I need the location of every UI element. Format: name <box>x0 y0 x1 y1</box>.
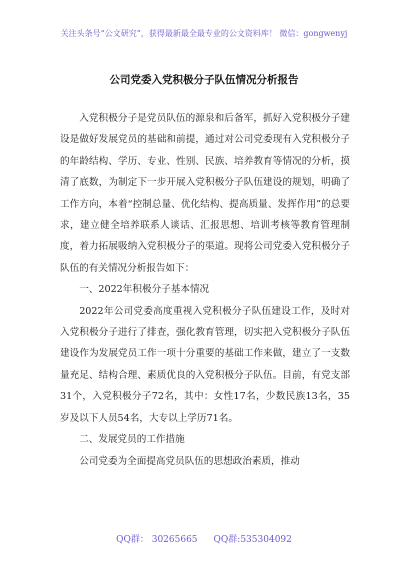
header-banner: 关注头条号“公文研究”，获得最新最全最专业的公文资料库！ 微信：gongwenyj <box>60 29 348 38</box>
paragraph-intro: 入党积极分子是党员队伍的源泉和后备军，抓好入党积极分子建设是做好发展党员的基础和前提，通过对公司党委现有入党积极分子的年龄结构、学历、专业、性别、民族、培养教育等情况的分析，摸清了底数，为制定下一步开展入党积极分子队伍建设的规划，明确了工作方向，本着“控制总量、优化结构、提高质量、发挥作用”的总要求，建立健全培养联系人谈话、汇报思想、培训考核等教育管理制度，着力拓展吸纳入党积极分子的渠道。现将公司党委入党积极分子队伍的有关情况分析报告如下： <box>60 113 350 274</box>
footer-contact <box>0 532 408 545</box>
footer-qq-group-1: QQ群： 30265665 <box>116 535 198 545</box>
section-heading-1: 一、2022年积极分子基本情况 <box>79 284 210 296</box>
footer-qq-group-2: QQ群:535304092 <box>213 535 292 545</box>
paragraph-section-1: 2022年公司党委高度重视入党积极分子队伍建设工作，及时对入党积极分子进行了排查，强化教育管理，切实把入党积极分子队伍建设作为发展党员工作一项十分重要的基础工作来做，建立了一支数量充足、结构合理、素质优良的入党积极分子队伍。目前，有党支部31个，入党积极分子72名，其中：女性17名，少数民族13名，35岁及以下人员54名，大专以上学历71名。 <box>60 305 350 424</box>
paragraph-section-2: 公司党委为全面提高党员队伍的思想政治素质，推动 <box>79 455 300 467</box>
section-heading-2: 二、发展党员的工作措施 <box>79 434 185 446</box>
document-title: 公司党委入党积极分子队伍情况分析报告 <box>109 74 299 86</box>
document-body <box>60 108 350 472</box>
